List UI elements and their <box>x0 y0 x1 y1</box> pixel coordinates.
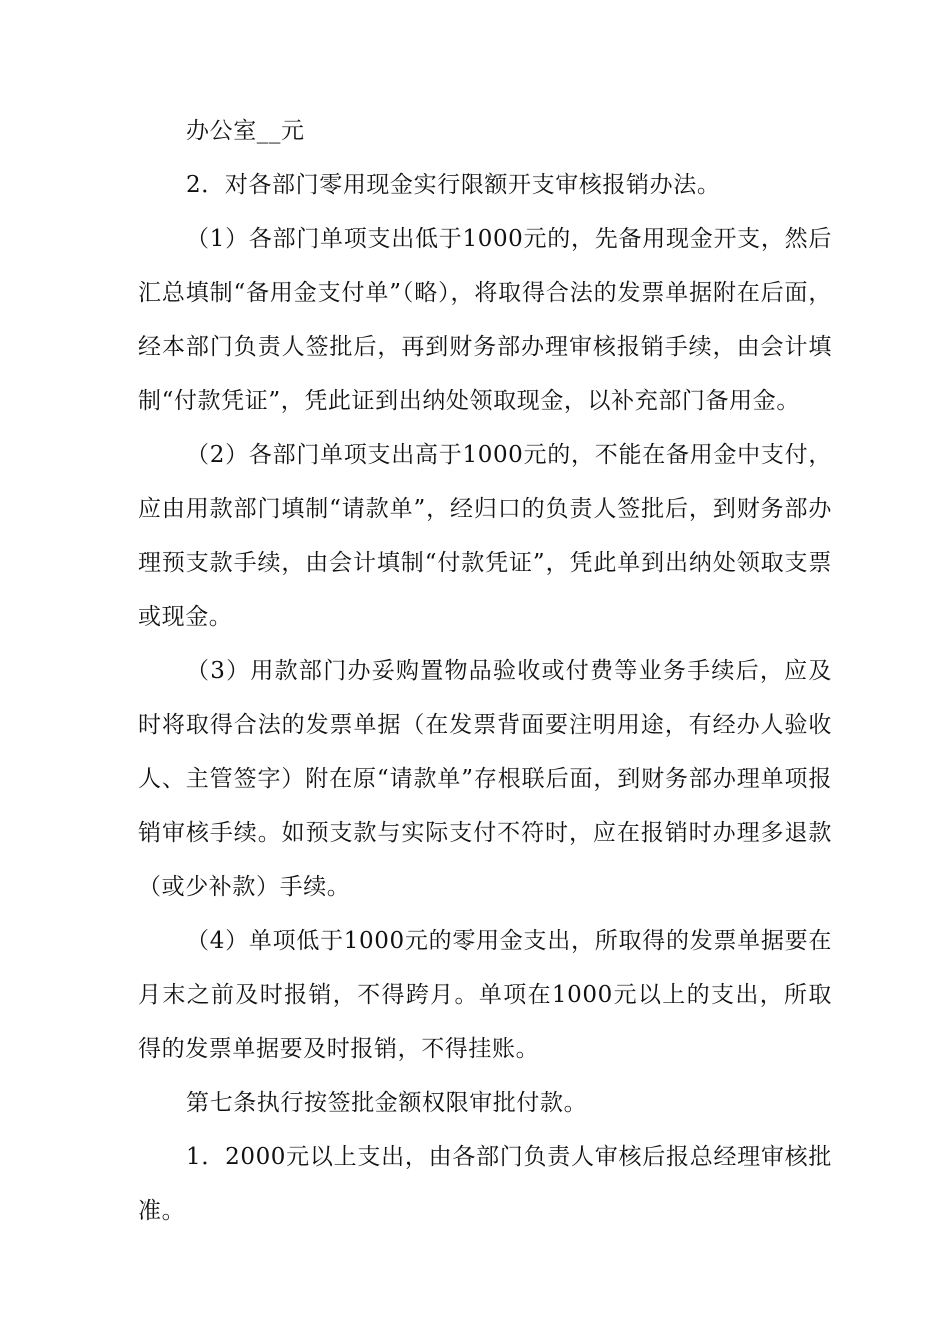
paragraph-approval-rule-1: 1．2000元以上支出，由各部门负责人审核后报总经理审核批准。 <box>138 1144 832 1224</box>
paragraph-item-2: （2）各部门单项支出高于1000元的，不能在备用金中支付，应由用款部门填制“请款单”，经归口的负责人签批后，到财务部办理预支款手续，由会计填制“付款凭证”，凭此单到出纳处领取支票或现金。 <box>138 442 832 630</box>
document-body <box>138 104 832 1238</box>
paragraph-office-amount: 办公室__元 <box>186 118 305 144</box>
paragraph-item-3: （3）用款部门办妥购置物品验收或付费等业务手续后，应及时将取得合法的发票单据（在发票背面要注明用途，有经办人验收人、主管签字）附在原“请款单”存根联后面，到财务部办理单项报销审核手续。如预支款与实际支付不符时，应在报销时办理多退款（或少补款）手续。 <box>138 658 832 900</box>
paragraph-article-7: 第七条执行按签批金额权限审批付款。 <box>186 1090 588 1116</box>
paragraph-item-4: （4）单项低于1000元的零用金支出，所取得的发票单据要在月末之前及时报销，不得跨月。单项在1000元以上的支出，所取得的发票单据要及时报销，不得挂账。 <box>138 928 832 1062</box>
paragraph-item-1: （1）各部门单项支出低于1000元的，先备用现金开支，然后汇总填制“备用金支付单”（略），将取得合法的发票单据附在后面，经本部门负责人签批后，再到财务部办理审核报销手续，由会计填制“付款凭证”，凭此证到出纳处领取现金，以补充部门备用金。 <box>138 226 832 414</box>
paragraph-petty-cash-rule: 2．对各部门零用现金实行限额开支审核报销办法。 <box>186 172 721 198</box>
